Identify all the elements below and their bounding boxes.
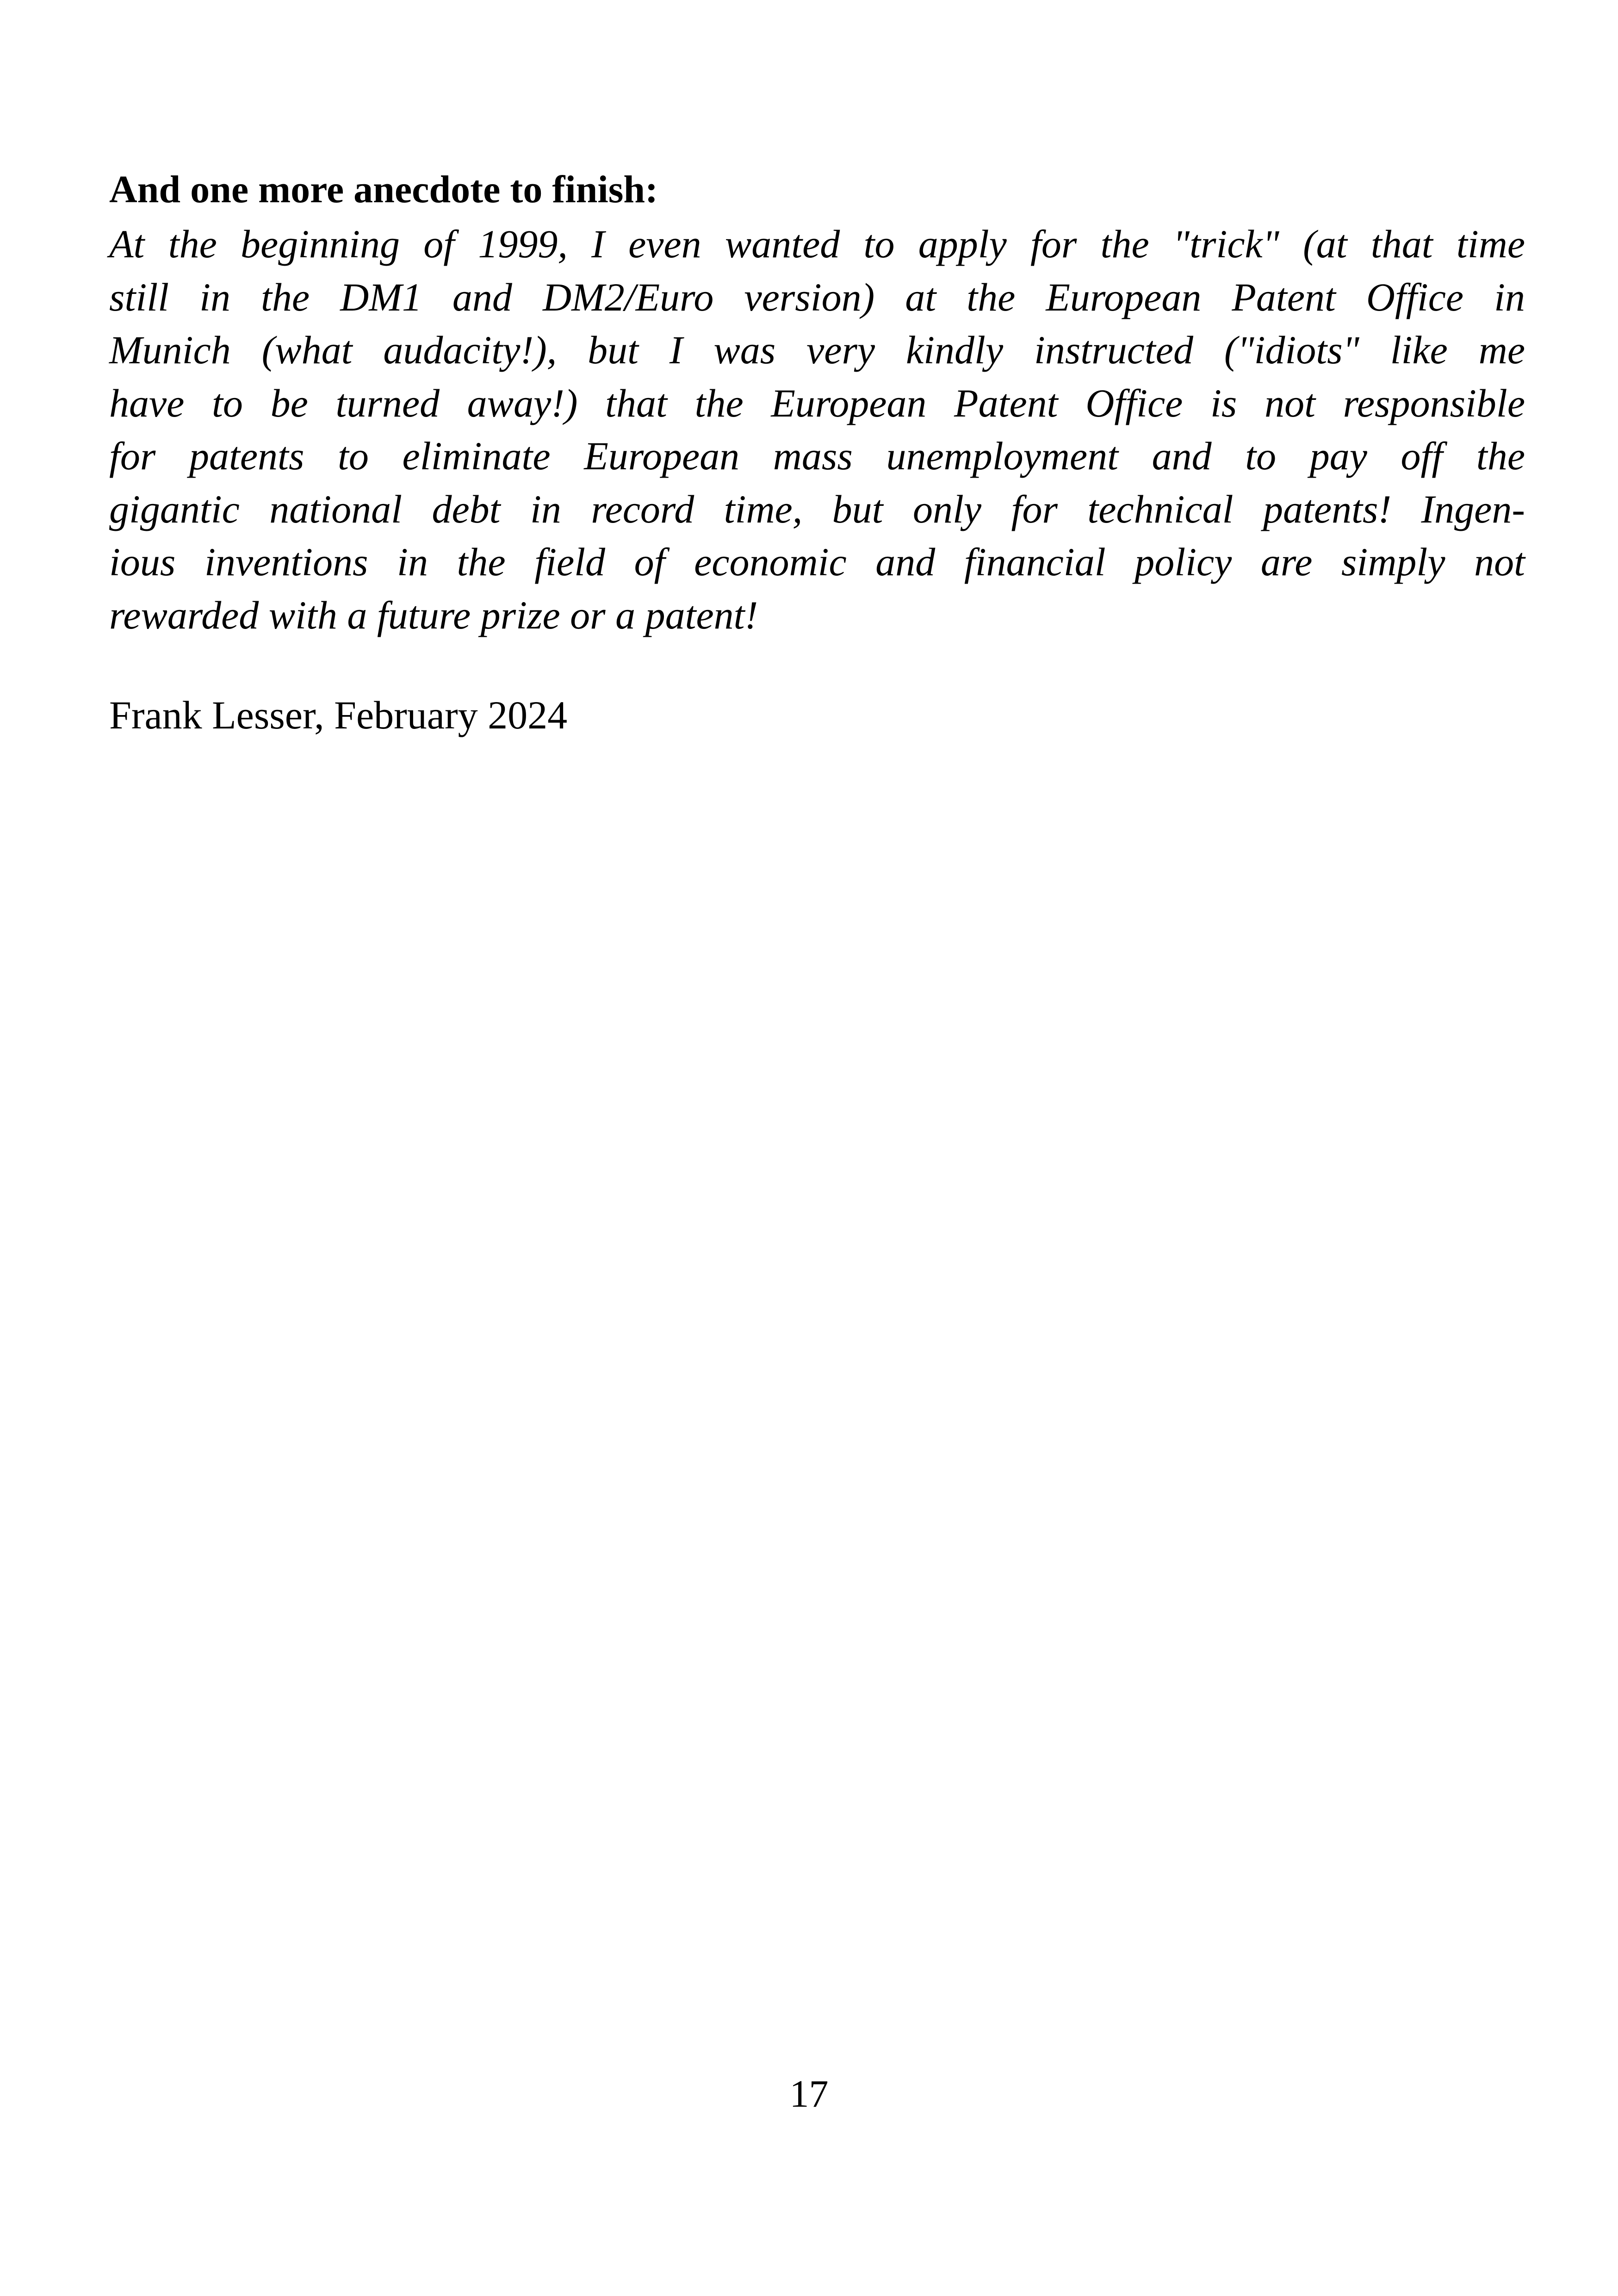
anecdote-paragraph bbox=[109, 218, 1525, 641]
paragraph-line: Munich (what audacity!), but I was very kindly instructed ("idiots" like me bbox=[109, 328, 1525, 372]
page-number: 17 bbox=[789, 2072, 829, 2116]
paragraph-line: gigantic national debt in record time, but only for technical patents! Ingen- bbox=[109, 486, 1525, 531]
paragraph-line: ious inventions in the field of economic and financial policy are simply not bbox=[109, 540, 1525, 584]
paragraph-line: for patents to eliminate European mass unemployment and to pay off the bbox=[109, 434, 1525, 478]
paragraph-line: still in the DM1 and DM2/Euro version) at the European Patent Office in bbox=[109, 274, 1525, 319]
paragraph-line: rewarded with a future prize or a patent! bbox=[109, 592, 758, 637]
paragraph-line: At the beginning of 1999, I even wanted to apply for the "trick" (at that time bbox=[109, 222, 1525, 266]
author-signature: Frank Lesser, February 2024 bbox=[109, 693, 568, 737]
paragraph-line: have to be turned away!) that the European Patent Office is not responsible bbox=[109, 380, 1525, 425]
section-heading: And one more anecdote to finish: bbox=[109, 168, 658, 211]
